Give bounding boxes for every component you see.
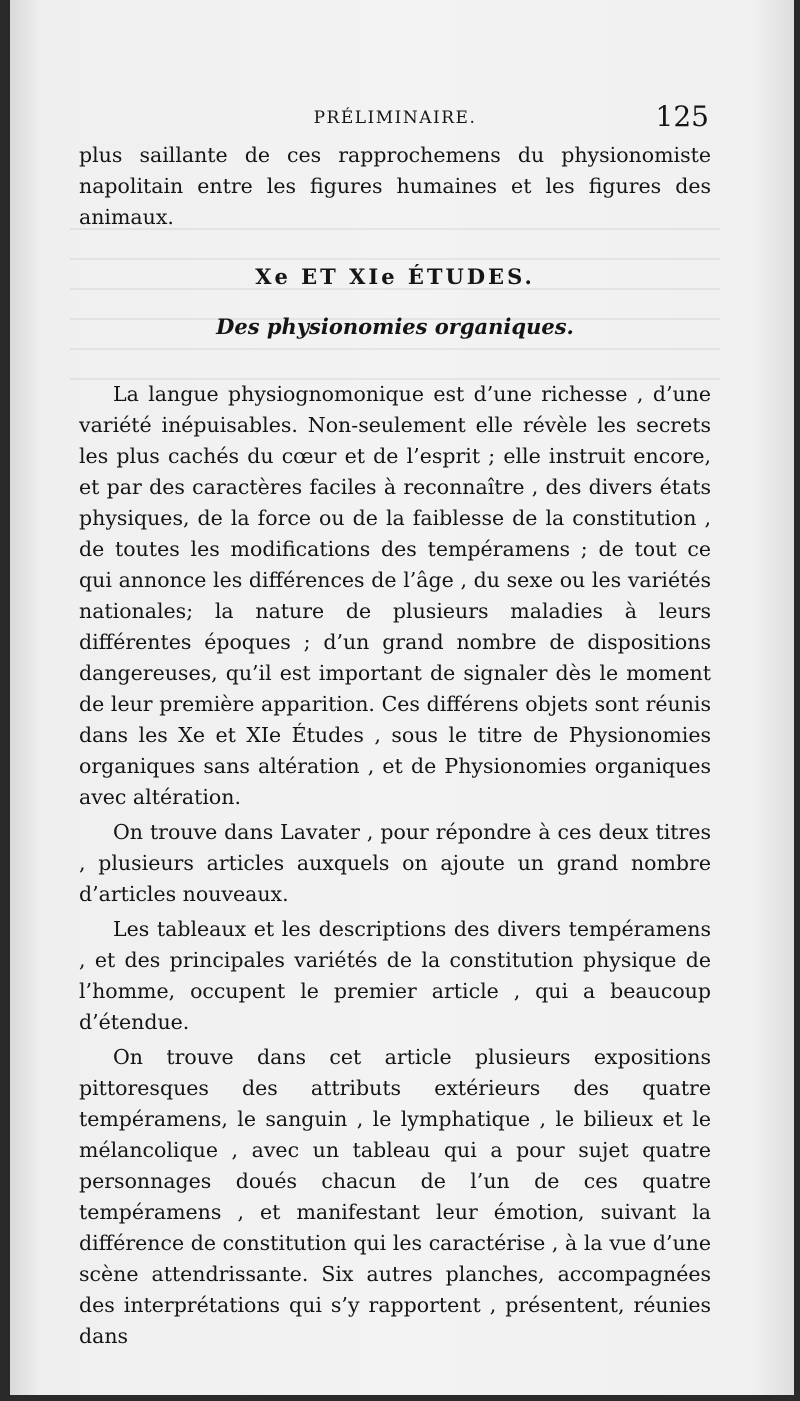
running-head xyxy=(79,100,711,140)
paragraph: Les tableaux et les descriptions des divers tempéramens , et des principales variétés de la constitution physique de l’homme, occupent le premier article , qui a beaucoup d’étendue. xyxy=(79,917,711,1034)
book-page xyxy=(10,0,794,1395)
page-content xyxy=(79,100,711,1352)
page-number: 125 xyxy=(655,100,709,133)
paragraph: La langue physiognomonique est d’une richesse , d’une variété inépuisables. Non-seulement elle révèle les secrets les plus cachés du cœur et de l’esprit ; elle instruit encore, et par des caractères faciles à reconnaître , des divers états physiques, de la force ou de la faiblesse de la constitution , de toutes les modifications des tempéramens ; de tout ce qui annonce les différences de l’âge , du sexe ou les variétés nationales; la nature de plusieurs maladies à leurs différentes époques ; d’un grand nombre de dispositions dangereuses, qu’il est important de signaler dès le moment de leur première apparition. Ces différens objets sont réunis dans les Xe et XIe Études , sous le titre de Physionomies organiques sans altération , et de Physionomies organiques avec altération. xyxy=(79,382,711,809)
section-subheading: Des physionomies organiques. xyxy=(216,314,574,339)
section-heading: Xe ET XIe ÉTUDES. xyxy=(255,264,535,289)
paragraph: On trouve dans cet article plusieurs expositions pittoresques des attributs extérieurs des quatre tempéramens, le sanguin , le lymphatique , le bilieux et le mélancolique , avec un tableau qui a pour sujet quatre personnages doués chacun de l’un de ces quatre tempéramens , et manifestant leur émotion, suivant la différence de constitution qui les caractérise , à la vue d’une scène attendrissante. Six autres planches, accompagnées des interprétations qui s’y rapportent , présentent, réunies dans xyxy=(79,1045,711,1348)
running-title: PRÉLIMINAIRE. xyxy=(313,108,477,128)
section-body xyxy=(79,379,711,1352)
opening-text: plus saillante de ces rapprochemens du physionomiste napolitain entre les figures humaines et les figures des animaux. xyxy=(79,143,711,229)
paragraph: On trouve dans Lavater , pour répondre à ces deux titres , plusieurs articles auxquels on ajoute un grand nombre d’articles nouveaux. xyxy=(79,820,711,906)
